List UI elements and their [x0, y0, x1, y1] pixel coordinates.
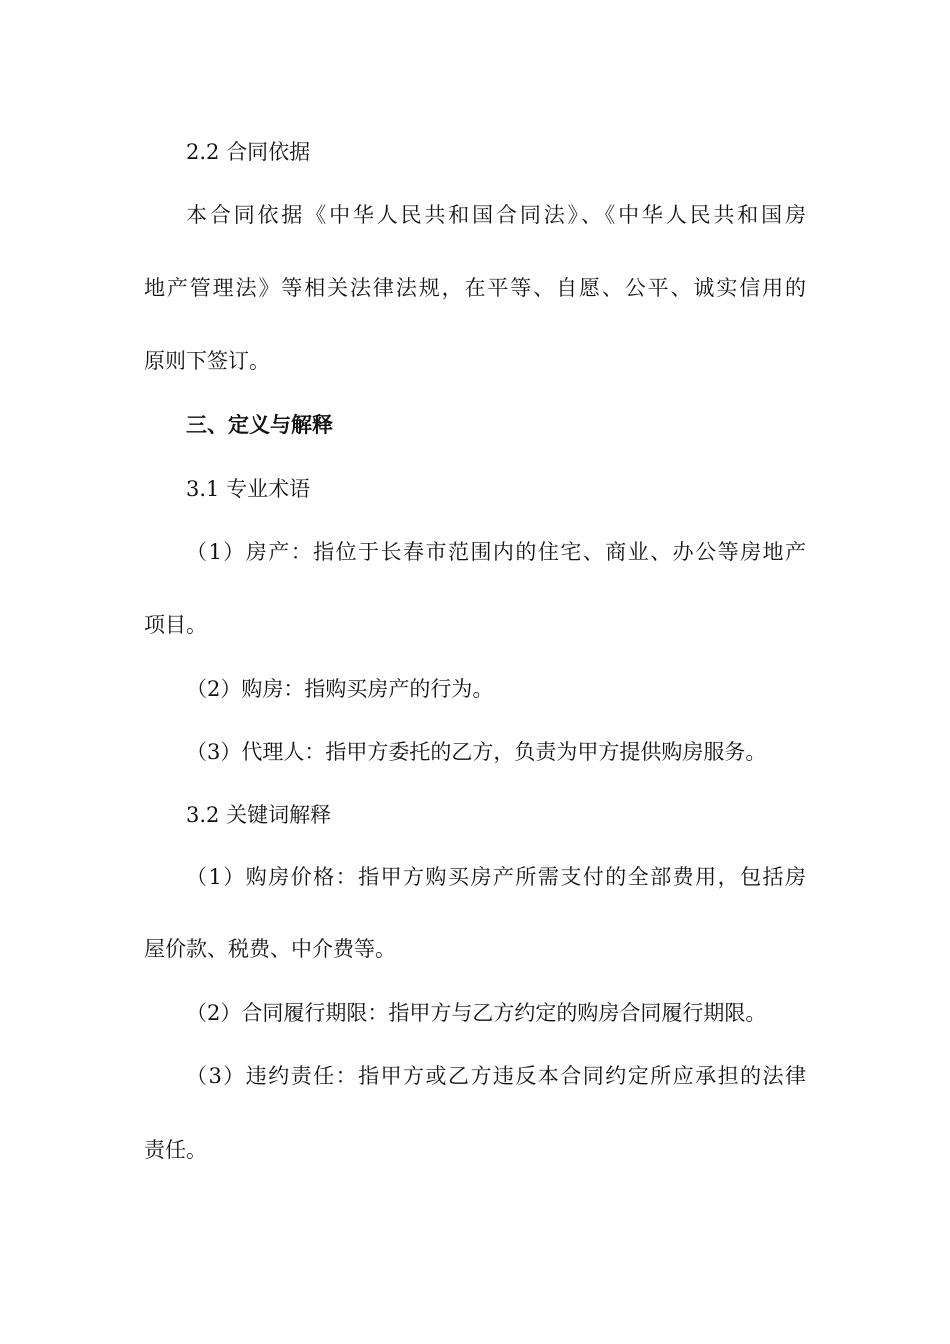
paragraph-line: 责任。 — [144, 1138, 207, 1162]
paragraph-line: 项目。 — [144, 613, 207, 637]
paragraph-line: 本合同依据《中华人民共和国合同法》、《中华人民共和国房 — [186, 203, 806, 227]
chapter-heading-3: 三、定义与解释 — [186, 412, 333, 437]
paragraph-line: 地产管理法》等相关法律法规，在平等、自愿、公平、诚实信用的 — [144, 276, 806, 300]
section-heading-3-1: 3.1 专业术语 — [186, 477, 311, 501]
section-heading-2-2: 2.2 合同依据 — [186, 140, 311, 164]
definition-item: （1）购房价格：指甲方购买房产所需支付的全部费用，包括房 — [186, 865, 806, 889]
definition-item: （2）合同履行期限：指甲方与乙方约定的购房合同履行期限。 — [186, 1001, 767, 1025]
definition-item: （2）购房：指购买房产的行为。 — [186, 677, 494, 701]
definition-item: （1）房产：指位于长春市范围内的住宅、商业、办公等房地产 — [186, 540, 806, 564]
paragraph-line: 原则下签订。 — [144, 349, 270, 373]
paragraph-line: 屋价款、税费、中介费等。 — [144, 937, 396, 961]
definition-item: （3）代理人：指甲方委托的乙方，负责为甲方提供购房服务。 — [186, 740, 767, 764]
definition-item: （3）违约责任：指甲方或乙方违反本合同约定所应承担的法律 — [186, 1064, 806, 1088]
section-heading-3-2: 3.2 关键词解释 — [186, 803, 332, 827]
